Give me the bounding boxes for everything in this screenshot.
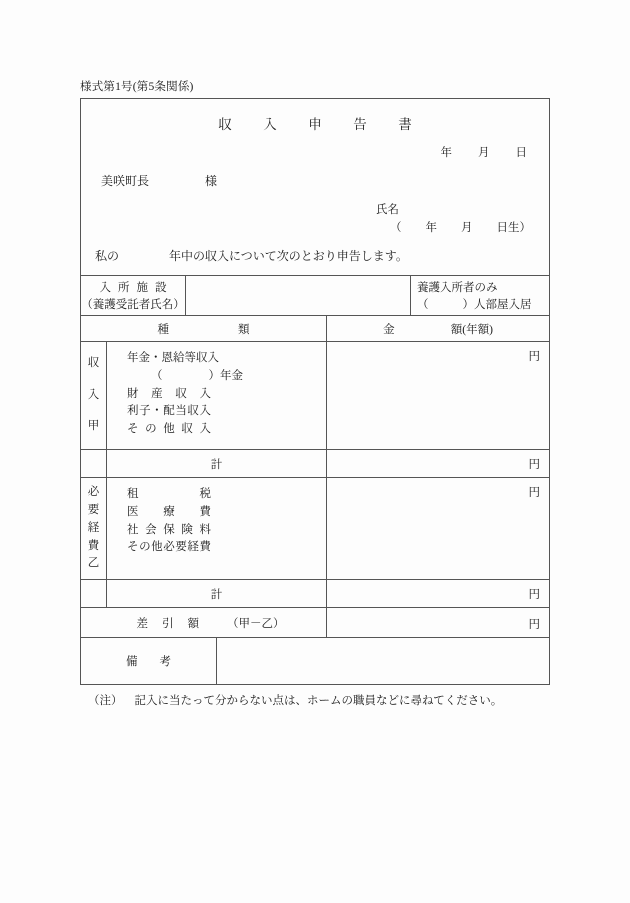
- pension-paren-open: （: [151, 369, 163, 382]
- header-amount-char1: 金: [383, 323, 395, 336]
- addressee-name: 美咲町長: [101, 174, 150, 188]
- expense-label-char-1: 要: [87, 503, 100, 516]
- footer-note: [88, 692, 502, 708]
- declaration-prefix: 私の: [95, 249, 120, 263]
- header-amount-cell: [327, 316, 549, 341]
- declaration-body: 年中の収入について次のとおり申告します。: [169, 249, 408, 263]
- addressee-line: [101, 172, 217, 189]
- remarks-label: 備考: [81, 638, 217, 684]
- date-month-label: 月: [478, 147, 490, 159]
- income-currency-unit: 円: [528, 351, 540, 363]
- expense-item-insurance-label: 社会保険料: [127, 523, 211, 536]
- expense-label-char-2: 経: [87, 521, 100, 534]
- birth-month-label: 月: [461, 222, 473, 234]
- form-heading-block: [81, 99, 549, 275]
- applicant-name-label: 氏名: [376, 204, 399, 216]
- room-paren-open: （: [417, 298, 429, 311]
- income-item-property: [127, 386, 326, 404]
- income-subtotal-spacer: [81, 450, 107, 477]
- income-item-other: [127, 421, 326, 439]
- difference-label-formula: （甲－乙）: [227, 617, 285, 630]
- addressee-honorific: 様: [205, 174, 218, 188]
- expense-item-medical-label: 医療費: [127, 505, 211, 518]
- expense-subtotal-spacer: [81, 580, 107, 607]
- care-resident-room-cell: [411, 276, 549, 315]
- income-label-char-1: 入: [87, 388, 100, 401]
- income-subtotal-row: [81, 449, 549, 477]
- date-year-label: 年: [440, 147, 452, 159]
- expense-subtotal-field[interactable]: [327, 580, 549, 607]
- header-kind-cell: [81, 316, 327, 341]
- income-item-labels: [107, 342, 327, 449]
- remarks-field[interactable]: [217, 638, 549, 684]
- facility-label-line1: 入所施設: [99, 282, 174, 294]
- date-day-label: 日: [515, 147, 527, 159]
- expense-item-other-label: その他必要経費: [127, 541, 211, 554]
- header-kind-char2: 類: [238, 323, 250, 336]
- birth-year-label: 年: [425, 222, 437, 234]
- expense-item-tax-label: 租税: [127, 488, 211, 500]
- income-subtotal-field[interactable]: [327, 450, 549, 477]
- submission-date-line: [441, 144, 528, 160]
- income-items-row: [81, 341, 549, 449]
- difference-label-main: 差引額: [136, 617, 213, 630]
- table-header-row: [81, 315, 549, 341]
- applicant-name-block: [376, 201, 531, 235]
- room-occupancy-line[interactable]: [417, 297, 549, 314]
- income-item-interest-dividend-label: 利子・配当収入: [127, 405, 211, 418]
- applicant-birthdate-line: [376, 219, 531, 235]
- page-title: 収 入 申 告 書: [218, 117, 421, 132]
- facility-row: [81, 275, 549, 315]
- header-amount-char2: 額(年額): [450, 323, 493, 336]
- difference-row: [81, 607, 549, 637]
- income-subtotal-label: 計: [107, 450, 327, 477]
- remarks-row: [81, 637, 549, 685]
- income-label-char-2: 甲: [87, 420, 100, 433]
- care-resident-label: 養護入所者のみ: [417, 282, 498, 294]
- income-item-interest-dividend: [127, 403, 326, 421]
- difference-label-cell: [81, 608, 327, 637]
- room-paren-close: ）人部屋入居: [462, 298, 532, 311]
- income-item-other-label: その他収入: [127, 423, 211, 436]
- income-item-pension: 年金・恩給等収入: [127, 352, 219, 364]
- income-item-pension-detail[interactable]: [127, 368, 326, 386]
- expense-subtotal-currency-unit: 円: [528, 589, 540, 601]
- difference-currency-unit: 円: [528, 619, 540, 631]
- expense-group-label: [81, 478, 107, 579]
- expense-label-char-3: 費: [87, 539, 100, 552]
- expense-label-char-0: 必: [87, 486, 100, 499]
- income-amount-field[interactable]: [327, 342, 549, 449]
- expense-item-insurance: [127, 522, 326, 540]
- income-subtotal-currency-unit: 円: [528, 459, 540, 471]
- income-declaration-form: [80, 98, 550, 685]
- expense-subtotal-label: 計: [107, 580, 327, 607]
- form-number-caption: 様式第1号(第5条関係): [80, 81, 194, 93]
- expense-items-row: [81, 477, 549, 579]
- expense-subtotal-row: [81, 579, 549, 607]
- expense-item-medical: [127, 504, 326, 522]
- declaration-sentence: [95, 247, 408, 264]
- expense-currency-unit: 円: [528, 487, 540, 499]
- difference-amount-field[interactable]: [327, 608, 549, 637]
- header-kind-char1: 種: [157, 323, 169, 336]
- expense-item-tax: [127, 486, 326, 504]
- birth-day-label: 日生）: [496, 222, 531, 234]
- expense-label-char-4: 乙: [87, 557, 100, 570]
- facility-label-line2: （養護受託者氏名）: [81, 298, 185, 311]
- footer-note-marker: （注）: [88, 695, 123, 707]
- birth-paren-open: （: [390, 222, 402, 234]
- expense-amount-field[interactable]: [327, 478, 549, 579]
- facility-value-field[interactable]: [186, 276, 411, 315]
- pension-paren-close: ）年金: [208, 369, 243, 382]
- income-item-property-label: 財産収入: [127, 387, 211, 400]
- income-group-label: [81, 342, 107, 449]
- expense-item-labels: [107, 478, 327, 579]
- facility-label-cell: [81, 276, 186, 315]
- expense-item-other: [127, 539, 326, 557]
- footer-note-text: 記入に当たって分からない点は、ホームの職員などに尋ねてください。: [134, 695, 503, 707]
- income-label-char-0: 収: [87, 357, 100, 370]
